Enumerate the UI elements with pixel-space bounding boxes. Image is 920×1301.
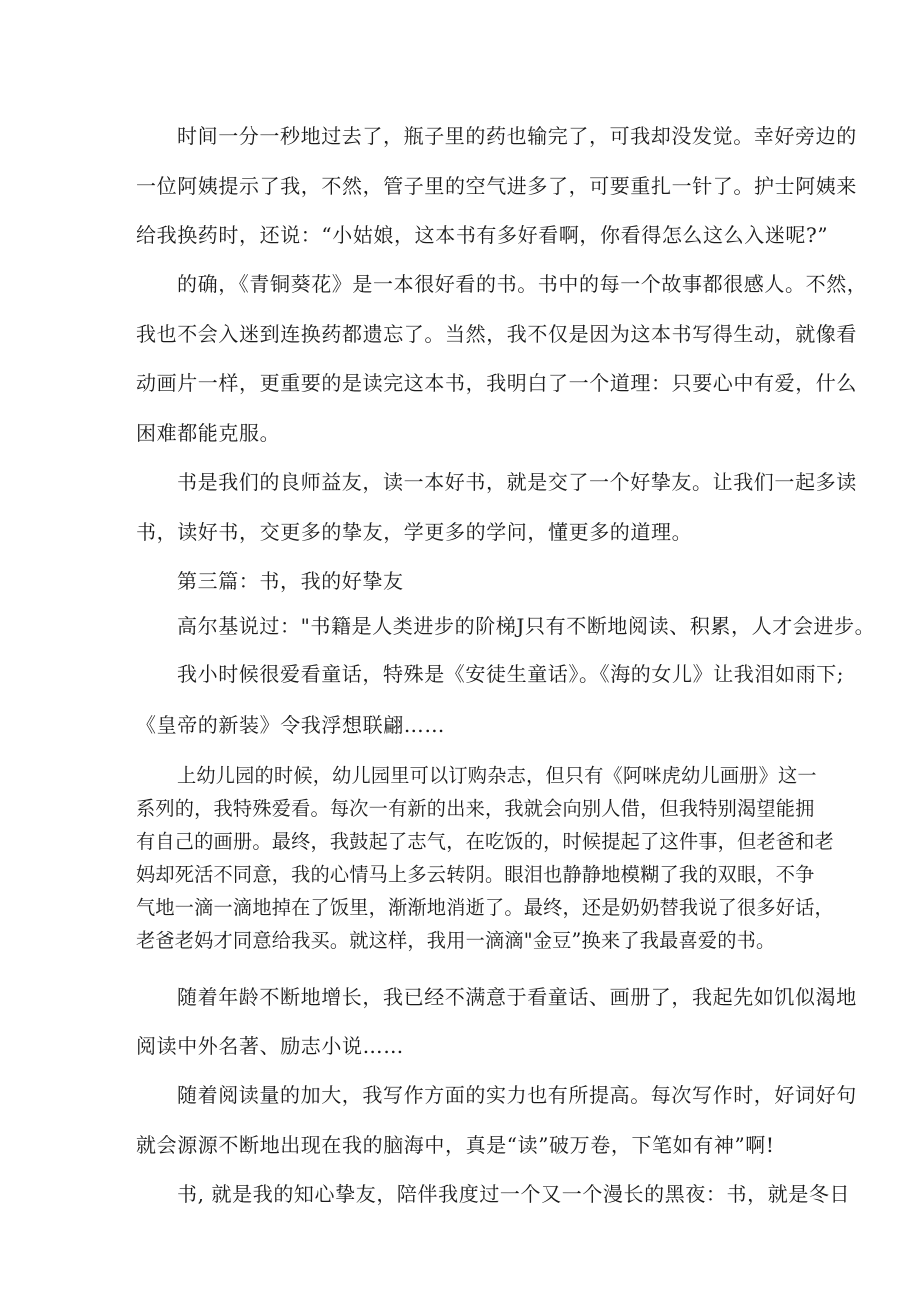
text-line: 随着阅读量的加大，我写作方面的实力也有所提高。每次写作时，好词好句: [177, 1083, 857, 1107]
text-line: 书，读好书，交更多的挚友，学更多的学问，懂更多的道理。: [136, 520, 693, 544]
section-heading: 第三篇：书，我的好挚友: [177, 569, 404, 593]
text-line: 我也不会入迷到连换药都遗忘了。当然，我不仅是因为这本书写得生动，就像看: [136, 322, 857, 346]
text-line: 就会源源不断地出现在我的脑海中，真是“读”破万卷，下笔如有神”啊!: [136, 1133, 775, 1157]
text-line: 上幼儿园的时候，幼儿园里可以订购杂志，但只有《阿咪虎幼儿画册》这一: [177, 764, 817, 787]
text-line: 阅读中外名著、励志小说……: [136, 1034, 404, 1058]
text-line: 时间一分一秒地过去了，瓶子里的药也输完了，可我却没发觉。幸好旁边的: [177, 124, 857, 148]
text-line: 气地一滴一滴地掉在了饭里，渐渐地消逝了。最终，还是奶奶替我说了很多好话，: [136, 896, 834, 919]
text-line: 动画片一样，更重要的是读完这本书，我明白了一个道理：只要心中有爱，什么: [136, 371, 857, 395]
text-line: 给我换药时，还说：“小姑娘，这本书有多好看啊，你看得怎么这么入迷呢?”: [136, 223, 829, 247]
text-line: 老爸老妈才同意给我买。就这样，我用一滴滴"金豆”换来了我最喜爱的书。: [136, 929, 776, 952]
text-line: 的确，《青铜葵花》是一本很好看的书。书中的每一个故事都很感人。不然，: [177, 272, 868, 296]
text-line: 书, 就是我的知心挚友，陪伴我度过一个又一个漫长的黑夜：书，就是冬日: [177, 1182, 851, 1206]
text-line: 妈却死活不同意，我的心情马上多云转阴。眼泪也静静地模糊了我的双眼，不争: [136, 863, 815, 886]
text-line: 高尔基说过："书籍是人类进步的阶梯J只有不断地阅读、积累，人才会进步。: [177, 614, 876, 638]
text-line: 困难都能克服。: [136, 421, 281, 445]
text-line: 书是我们的良师益友，读一本好书，就是交了一个好挚友。让我们一起多读: [177, 470, 857, 494]
text-line: 《皇帝的新装》令我浮想联翩……: [136, 713, 445, 737]
text-line: 我小时候很爱看童话，特殊是《安徒生童话》。《海的女儿》让我泪如雨下;: [177, 662, 845, 686]
text-line: 有自己的画册。最终，我鼓起了志气，在吃饭的，时候提起了这件事，但老爸和老: [136, 830, 834, 853]
text-line: 系列的，我特殊爱看。每次一有新的出来，我就会向别人借，但我特别渴望能拥: [136, 797, 815, 820]
text-line: 一位阿姨提示了我，不然，管子里的空气进多了，可要重扎一针了。护士阿姨来: [136, 174, 857, 198]
text-line: 随着年龄不断地增长，我已经不满意于看童话、画册了，我起先如饥似渴地: [177, 985, 857, 1009]
